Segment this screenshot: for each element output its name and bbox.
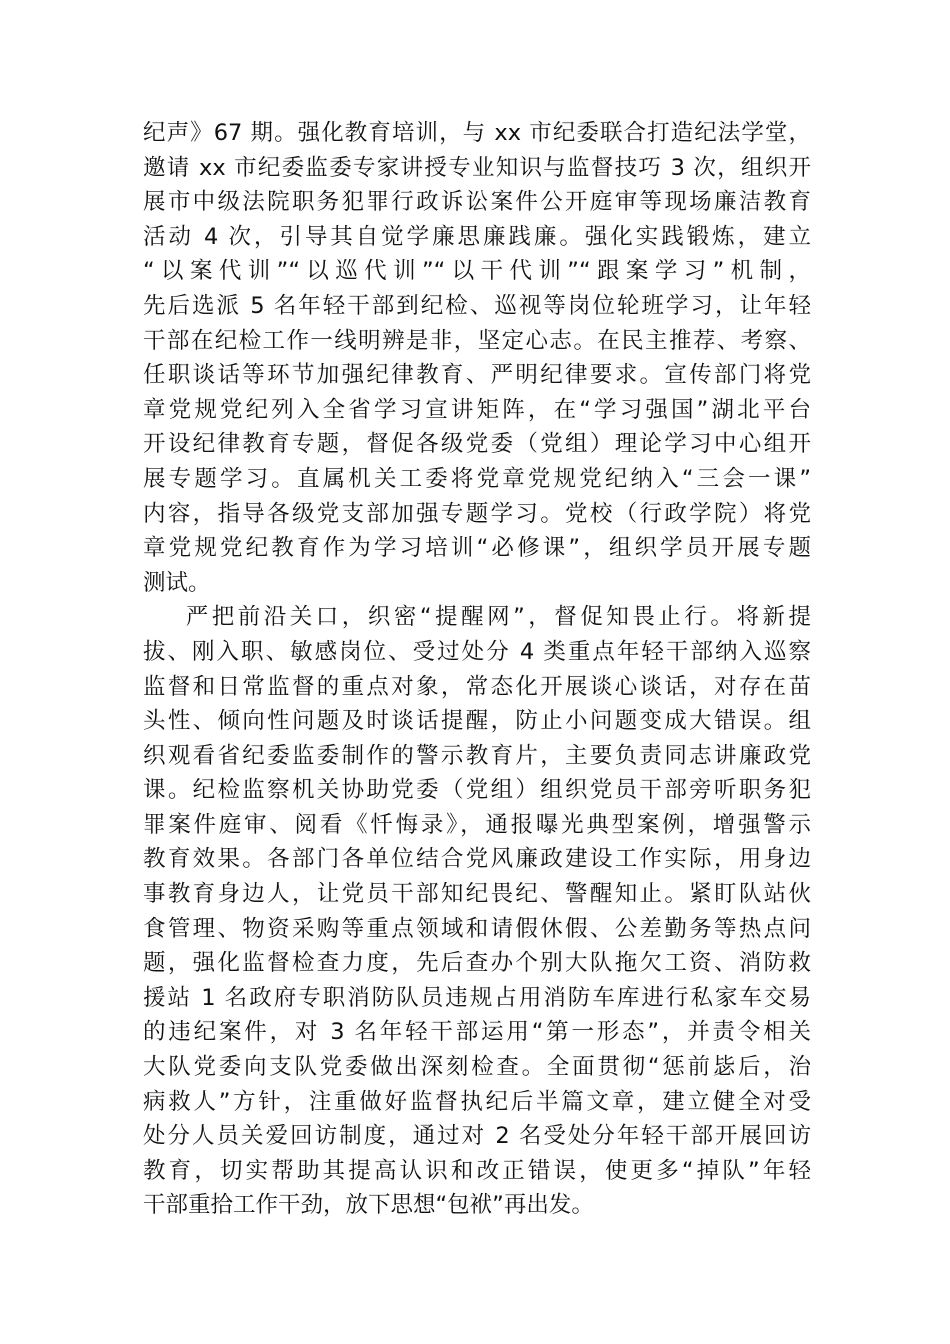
text-line: 严把前沿关口，织密“提醒网”，督促知畏止行。将新提 [143,604,811,631]
text-line: 章党规党纪教育作为学习培训“必修课”，组织学员开展专题 [143,535,811,562]
text-line: 干部在纪检工作一线明辨是非，坚定心志。在民主推荐、考察、 [143,327,811,354]
text-line: 大队党委向支队党委做出深刻检查。全面贯彻“惩前毖后，治 [143,1054,811,1081]
text-line: 先后选派 5 名年轻干部到纪检、巡视等岗位轮班学习，让年轻 [143,292,811,319]
paragraph-2 [143,600,811,1223]
text-line: 头性、倾向性问题及时谈话提醒，防止小问题变成大错误。组 [143,708,811,735]
text-line: 罪案件庭审、阅看《忏悔录》，通报曝光典型案例，增强警示 [143,811,811,838]
text-line: 的违纪案件，对 3 名年轻干部运用“第一形态”，并责令相关 [143,1019,811,1046]
text-line: 开设纪律教育专题，督促各级党委（党组）理论学习中心组开 [143,431,811,458]
text-line: 纪声》67 期。强化教育培训，与 xx 市纪委联合打造纪法学堂， [143,120,811,146]
text-line: 章党规党纪列入全省学习宣讲矩阵，在“学习强国”湖北平台 [143,396,811,423]
text-line: 织观看省纪委监委制作的警示教育片，主要负责同志讲廉政党 [143,742,811,769]
text-line: 监督和日常监督的重点对象，常态化开展谈心谈话，对存在苗 [143,673,811,700]
text-line: 题，强化监督检查力度，先后查办个别大队拖欠工资、消防救 [143,950,811,977]
text-line: 病救人”方针，注重做好监督执纪后半篇文章，建立健全对受 [143,1088,811,1115]
text-line: 测试。 [143,569,211,596]
text-line: “以案代训”“以巡代训”“以干代训”“跟案学习”机制， [143,258,811,285]
document-body [143,116,811,1223]
text-line: 展市中级法院职务犯罪行政诉讼案件公开庭审等现场廉洁教育 [143,189,811,216]
text-line: 活动 4 次，引导其自觉学廉思廉践廉。强化实践锻炼，建立 [143,223,811,250]
text-line: 事教育身边人，让党员干部知纪畏纪、警醒知止。紧盯队站伙 [143,881,811,908]
text-line: 展专题学习。直属机关工委将党章党规党纪纳入“三会一课” [143,465,811,492]
text-line: 食管理、物资采购等重点领域和请假休假、公差勤务等热点问 [143,915,811,942]
text-line: 教育效果。各部门各单位结合党风廉政建设工作实际，用身边 [143,846,811,873]
text-line: 内容，指导各级党支部加强专题学习。党校（行政学院）将党 [143,500,811,527]
text-line: 邀请 xx 市纪委监委专家讲授专业知识与监督技巧 3 次，组织开 [143,154,811,181]
text-line: 任职谈话等环节加强纪律教育、严明纪律要求。宣传部门将党 [143,362,811,389]
paragraph-1 [143,116,811,600]
text-line: 拔、刚入职、敏感岗位、受过处分 4 类重点年轻干部纳入巡察 [143,638,811,665]
text-line: 课。纪检监察机关协助党委（党组）组织党员干部旁听职务犯 [143,777,811,804]
text-line: 干部重拾工作干劲，放下思想“包袱”再出发。 [143,1192,594,1219]
text-line: 援站 1 名政府专职消防队员违规占用消防车库进行私家车交易 [143,984,811,1011]
text-line: 教育，切实帮助其提高认识和改正错误，使更多“掉队”年轻 [143,1157,811,1184]
text-line: 处分人员关爱回访制度，通过对 2 名受处分年轻干部开展回访 [143,1123,811,1150]
